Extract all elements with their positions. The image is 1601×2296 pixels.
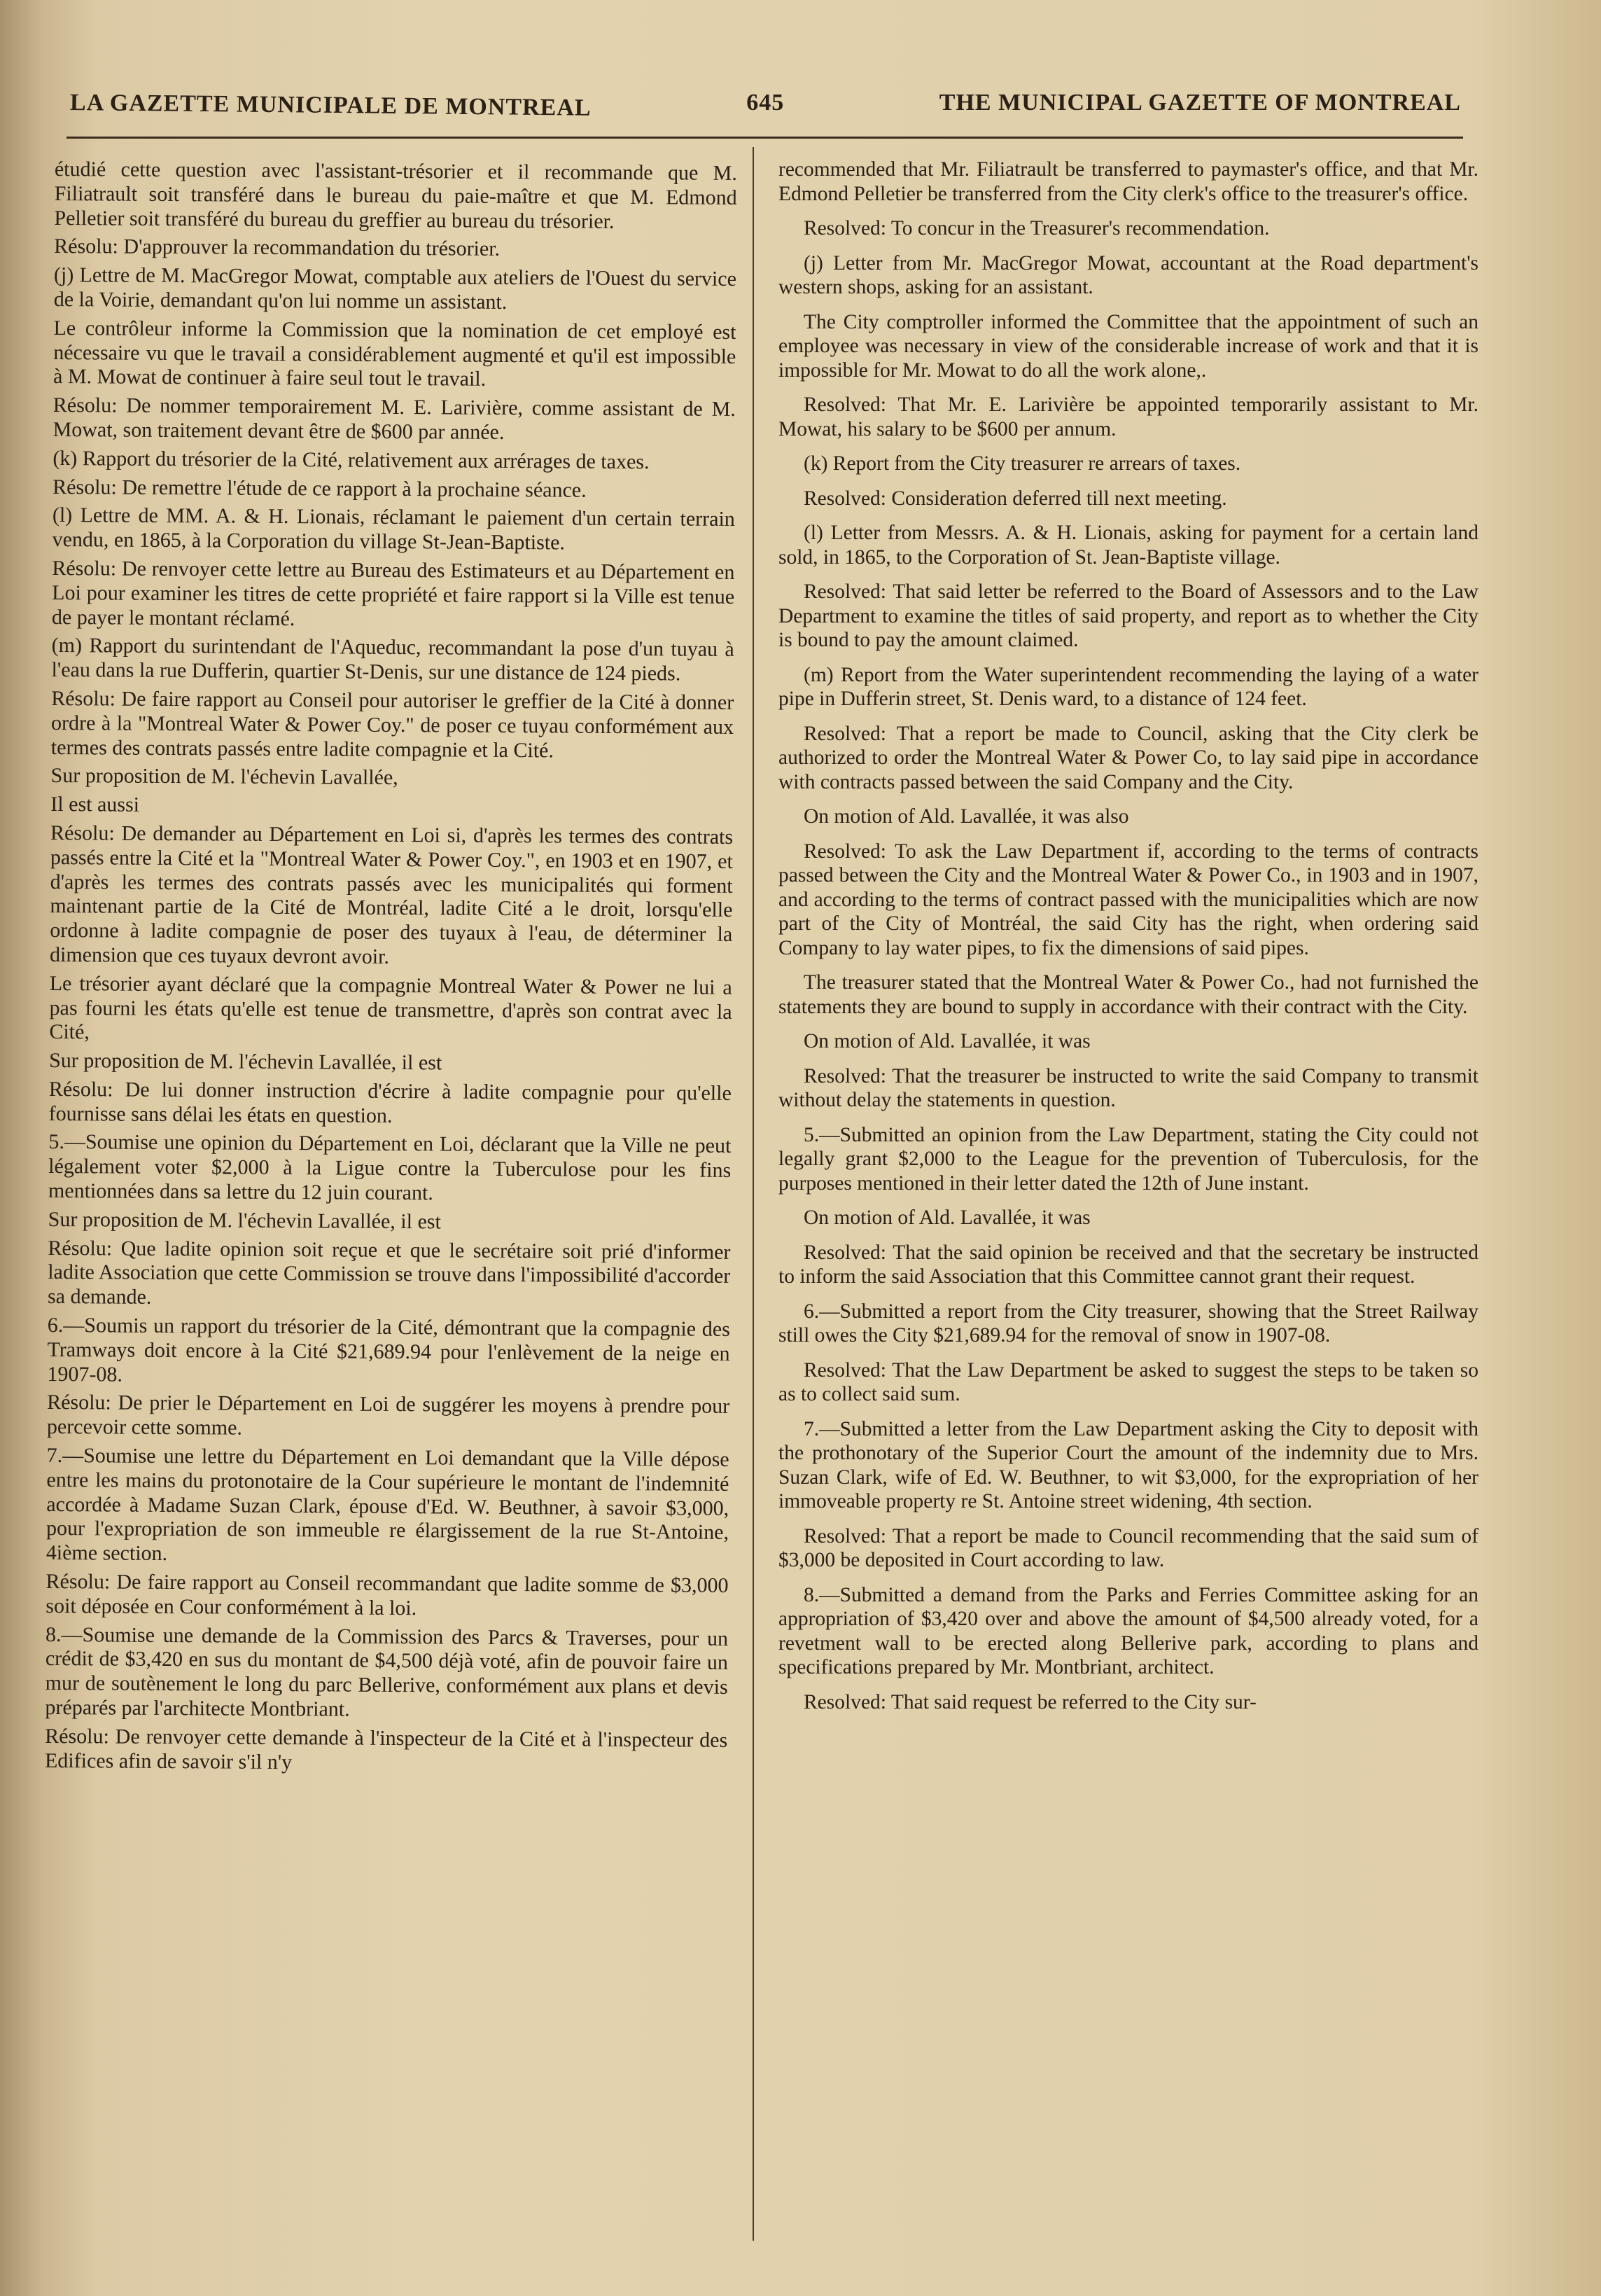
paragraph: 7.—Submitted a letter from the Law Department asking the City to deposit with the prothonotary of the Superior Court the amount of the indemnity due to Mrs. Suzan Clark, wife of Ed. W. Beuthner, to wit $3,000, for the expropriation of her immoveable property re St. Antoine street widening, 4th section. xyxy=(778,1417,1478,1512)
paragraph: 8.—Submitted a demand from the Parks and Ferries Committee asking for an appropriation of $3,420 over and above the amount of $4,500 already voted, for a revetment wall to be erected along Bellerive park, according to plans and specifications prepared by Mr. Montbriant, architect. xyxy=(778,1583,1478,1678)
paragraph: Résolu: De lui donner instruction d'écrire à ladite compagnie pour qu'elle fournisse sans délai les états en question. xyxy=(48,1077,732,1127)
header-french-title: LA GAZETTE MUNICIPALE DE MONTREAL xyxy=(69,90,592,121)
paragraph: On motion of Ald. Lavallée, it was xyxy=(804,1030,1091,1052)
paragraph: Resolved: To concur in the Treasurer's recommendation. xyxy=(804,217,1270,239)
paragraph: Résolu: D'approuver la recommandation du trésorier. xyxy=(54,235,501,261)
paragraph: The treasurer stated that the Montreal Water & Power Co., had not furnished the statements they are bound to supply in accordance with their contract with the City. xyxy=(778,971,1478,1018)
paragraph: Sur proposition de M. l'échevin Lavallée, il est xyxy=(49,1049,442,1075)
paragraph: Resolved: That Mr. E. Larivière be appointed temporarily assistant to Mr. Mowat, his salary to be $600 per annum. xyxy=(778,394,1478,440)
paragraph: Résolu: De prier le Département en Loi de suggérer les moyens à prendre pour percevoir cette somme. xyxy=(46,1391,730,1440)
paragraph: Résolu: De faire rapport au Conseil pour autoriser le greffier de la Cité à donner ordre à la "Montreal Water & Power Coy." de poser ce tuyau conformément aux termes des contrats passés entre ladite compagnie et la Cité. xyxy=(50,686,734,762)
page-header xyxy=(70,90,1461,132)
paragraph: Resolved: That a report be made to Council, asking that the City clerk be authorized to order the Montreal Water & Power Co, to lay said pipe in accordance with contracts passed between the said Company and the City. xyxy=(778,722,1478,793)
paragraph: Résolu: De demander au Département en Loi si, d'après les termes des contrats passés entre la Cité et la "Montreal Water & Power Coy.", en 1903 et en 1907, et d'après les termes des contrats passés avec les municipalités qui forment maintenant partie de la Cité de Montréal, ladite Cité a le droit, lorsqu'elle ordonne à ladite compagnie de poser des tuyaux à l'eau, de déterminer la dimension que ces tuyaux devront avoir. xyxy=(49,821,734,968)
paragraph: 6.—Soumis un rapport du trésorier de la Cité, démontrant que la compagnie des Tramways doit encore à la Cité $21,689.94 pour l'enlèvement de la neige en 1907-08. xyxy=(47,1314,730,1386)
paragraph: Résolu: De renvoyer cette lettre au Bureau des Estimateurs et au Département en Loi pour examiner les titres de cette propriété et faire rapport si la Ville est tenue de payer le montant réclamé. xyxy=(51,556,735,630)
column-divider xyxy=(753,147,754,2241)
paragraph: Il est aussi xyxy=(50,793,140,816)
paragraph: Resolved: Consideration deferred till next meeting. xyxy=(804,487,1227,510)
paragraph: (l) Letter from Messrs. A. & H. Lionais, asking for payment for a certain land sold, in 1865, to the Corporation of St. Jean-Baptiste village. xyxy=(778,522,1478,569)
english-column xyxy=(778,158,1478,2258)
paragraph: Résolu: Que ladite opinion soit reçue et que le secrétaire soit prié d'informer ladite Association que cette Commission se trouve dans l'impossibilité d'accorder sa demande. xyxy=(47,1236,731,1309)
paragraph: On motion of Ald. Lavallée, it was xyxy=(804,1206,1091,1229)
paragraph: étudié cette question avec l'assistant-trésorier et il recommande que M. Filiatrault soit transféré dans le bureau du paie-maître et que M. Edmond Pelletier soit transféré du bureau du greffier au bureau du trésorier. xyxy=(54,158,737,233)
paragraph: (m) Report from the Water superintendent recommending the laying of a water pipe in Dufferin street, St. Denis ward, to a distance of 124 feet. xyxy=(778,663,1478,710)
paragraph: Résolu: De remettre l'étude de ce rapport à la prochaine séance. xyxy=(53,475,587,502)
french-column xyxy=(42,158,737,2234)
paragraph: Resolved: That said request be referred to the City sur- xyxy=(804,1690,1257,1713)
paragraph: Sur proposition de M. l'échevin Lavallée, il est xyxy=(48,1207,441,1234)
paragraph: Le trésorier ayant déclaré que la compagnie Montreal Water & Power ne lui a pas fourni les états qu'elle est tenue de transmettre, d'après son contrat avec la Cité, xyxy=(49,971,732,1044)
paragraph: (l) Lettre de MM. A. & H. Lionais, réclamant le paiement d'un certain terrain vendu, en 1865, à la Corporation du village St-Jean-Baptiste. xyxy=(52,503,735,555)
paragraph: Resolved: That the said opinion be received and that the secretary be instructed to inform the said Association that this Committee cannot grant their request. xyxy=(778,1241,1478,1288)
paragraph: 7.—Soumise une lettre du Département en Loi demandant que la Ville dépose entre les mains du protonotaire de la Cour supérieure le montant de l'indemnité accordée à Madame Suzan Clark, épouse d'Ed. W. Beuthner, à savoir $3,000, pour l'expropriation de son immeuble re élargissement de la rue St-Antoine, 4ième section. xyxy=(46,1444,729,1566)
paragraph: Sur proposition de M. l'échevin Lavallée, xyxy=(50,764,398,790)
paragraph: On motion of Ald. Lavallée, it was also xyxy=(804,805,1129,828)
paragraph: recommended that Mr. Filiatrault be transferred to paymaster's office, and that Mr. Edmond Pelletier be transferred from the City clerk's office to the treasurer's office. xyxy=(778,158,1478,205)
paragraph: Résolu: De faire rapport au Conseil recommandant que ladite somme de $3,000 soit déposée en Cour conformément à la loi. xyxy=(46,1569,729,1620)
paragraph: Resolved: That said letter be referred to the Board of Assessors and to the Law Department to examine the titles of said property, and report as to whether the City is bound to pay the amount claimed. xyxy=(778,580,1478,651)
paragraph: 5.—Submitted an opinion from the Law Department, stating the City could not legally grant $2,000 to the League for the prevention of Tuberculosis, for the purposes mentioned in their letter dated the 12th of June instant. xyxy=(778,1123,1478,1195)
paragraph: Resolved: That a report be made to Council recommending that the said sum of $3,000 be deposited in Court according to law. xyxy=(778,1524,1478,1571)
paragraph: 5.—Soumise une opinion du Département en Loi, déclarant que la Ville ne peut légalement voter $2,000 à la Ligue contre la Tuberculose pour les fins mentionnées dans sa lettre du 12 juin courant. xyxy=(48,1130,732,1205)
paragraph: 6.—Submitted a report from the City treasurer, showing that the Street Railway still owes the City $21,689.94 for the removal of snow in 1907-08. xyxy=(778,1300,1478,1347)
header-english-title: THE MUNICIPAL GAZETTE OF MONTREAL xyxy=(939,90,1461,116)
paragraph: The City comptroller informed the Committee that the appointment of such an employee was necessary in view of the considerable increase of work and that it is impossible for Mr. Mowat to do all the work alone,. xyxy=(778,310,1478,382)
paragraph: (j) Letter from Mr. MacGregor Mowat, accountant at the Road department's western shops, asking for an assistant. xyxy=(778,251,1478,298)
paragraph: (j) Lettre de M. MacGregor Mowat, comptable aux ateliers de l'Ouest du service de la Voirie, demandant qu'on lui nomme un assistant. xyxy=(53,263,737,314)
paragraph: Résolu: De renvoyer cette demande à l'inspecteur de la Cité et à l'inspecteur des Edifices afin de savoir s'il n'y xyxy=(44,1724,728,1774)
paragraph: (k) Rapport du trésorier de la Cité, relativement aux arrérages de taxes. xyxy=(53,446,650,473)
paragraph: (m) Rapport du surintendant de l'Aqueduc, recommandant la pose d'un tuyau à l'eau dans la rue Dufferin, quartier St-Denis, sur une distance de 124 pieds. xyxy=(51,634,734,686)
header-rule xyxy=(67,137,1463,139)
paragraph: Resolved: That the Law Department be asked to suggest the steps to be taken so as to collect said sum. xyxy=(778,1358,1478,1405)
paragraph: Resolved: To ask the Law Department if, according to the terms of contracts passed between the City and the Montreal Water & Power Co., in 1903 and in 1907, and according to the terms of contract passed with the municipalities which are now part of the City of Montréal, the said City has the right, when ordering said Company to lay water pipes, to fix the dimensions of said pipes. xyxy=(778,840,1478,959)
paragraph: Resolved: That the treasurer be instructed to write the said Company to transmit without delay the statements in question. xyxy=(778,1064,1478,1111)
paragraph: Résolu: De nommer temporairement M. E. Larivière, comme assistant de M. Mowat, son traitement devant être de $600 par année. xyxy=(53,394,736,444)
page-number: 645 xyxy=(746,90,785,116)
paragraph: 8.—Soumise une demande de la Commission des Parcs & Traverses, pour un crédit de $3,420 en sus du montant de $4,500 déjà voté, afin de pouvoir faire un mur de soutènement le long du parc Bellerive, conformément aux plans et devis préparés par l'architecte Montbriant. xyxy=(45,1622,729,1721)
paragraph: (k) Report from the City treasurer re arrears of taxes. xyxy=(804,452,1241,475)
paragraph: Le contrôleur informe la Commission que la nomination de cet employé est nécessaire vu que le travail a considérablement augmenté et qu'il est impossible à M. Mowat de continuer à faire seul tout le travail. xyxy=(53,316,736,391)
